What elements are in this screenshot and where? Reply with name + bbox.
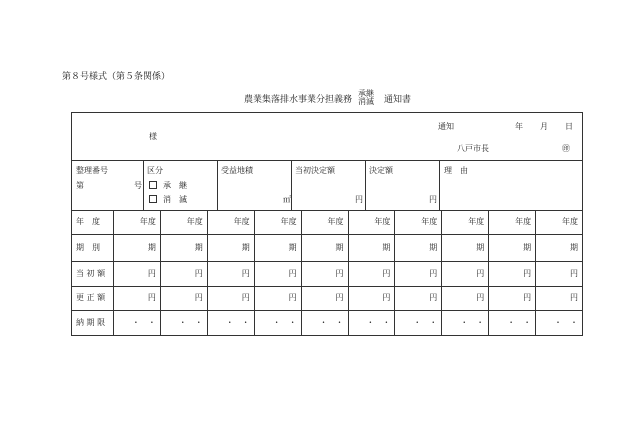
area-unit: ㎡ [283, 195, 291, 204]
initial-amount-label: 当初決定額 [295, 166, 335, 175]
rule-info-v5 [439, 160, 440, 210]
notice-form [71, 112, 583, 336]
revised-amount-cell[interactable]: 円 [288, 293, 297, 302]
period-cell[interactable]: 期 [335, 242, 344, 252]
initial-amount-cell[interactable]: 円 [194, 268, 203, 278]
seal-mark: ㊞ [562, 144, 570, 153]
due-date-cell[interactable]: ・ ・ [507, 317, 532, 327]
rule-period-bottom [72, 261, 582, 262]
period-cell[interactable]: 期 [429, 242, 438, 252]
initial-amount-unit: 円 [355, 195, 363, 204]
fiscal-year-cell[interactable]: 年度 [468, 217, 485, 226]
reason-label: 理 由 [444, 166, 468, 175]
due-date-cell[interactable]: ・ ・ [272, 317, 297, 327]
option-succession[interactable] [149, 181, 187, 190]
due-date-cell[interactable]: ・ ・ [178, 317, 203, 327]
day-label: 日 [565, 122, 573, 131]
initial-amount-cell[interactable]: 円 [429, 268, 438, 278]
notice-label: 通知 [438, 122, 454, 131]
due-date-cell[interactable]: ・ ・ [319, 317, 344, 327]
fiscal-year-cell[interactable]: 年度 [421, 217, 438, 226]
initial-amount-cell[interactable]: 円 [288, 268, 297, 278]
option-extinction[interactable] [149, 195, 187, 204]
fiscal-year-cell[interactable]: 年度 [280, 217, 297, 226]
decided-amount-label: 決定額 [369, 166, 393, 175]
revised-amount-cell[interactable]: 円 [569, 293, 578, 302]
initial-amount-cell[interactable]: 円 [335, 268, 344, 278]
fiscal-year-cell[interactable]: 年度 [515, 217, 532, 226]
due-date-cell[interactable]: ・ ・ [366, 317, 391, 327]
fiscal-year-cell[interactable]: 年度 [561, 217, 578, 226]
revised-amount-cell[interactable]: 円 [476, 293, 485, 302]
issuer-name: 八戸市長 [457, 144, 489, 153]
title-option-extinction: 消滅 [358, 97, 375, 106]
schedule-row-label-period: 期 別 [76, 242, 100, 252]
revised-amount-cell[interactable]: 円 [194, 293, 203, 302]
title-option-stack [358, 90, 374, 106]
fiscal-year-cell[interactable]: 年度 [327, 217, 344, 226]
revised-amount-cell[interactable]: 円 [335, 293, 344, 302]
period-cell[interactable]: 期 [476, 242, 485, 252]
fiscal-year-cell[interactable]: 年度 [374, 217, 391, 226]
rule-initial-bottom [72, 286, 582, 287]
option-extinction-label: 消 滅 [163, 195, 187, 204]
ref-no-label: 整理番号 [76, 166, 108, 175]
title-prefix: 農業集落排水事業分担義務 [244, 94, 353, 105]
extinction-checkbox[interactable] [149, 195, 157, 203]
document-title [244, 90, 411, 106]
rule-info-bottom [72, 210, 582, 211]
initial-amount-cell[interactable]: 円 [382, 268, 391, 278]
fiscal-year-cell[interactable]: 年度 [233, 217, 250, 226]
due-date-cell[interactable]: ・ ・ [131, 317, 156, 327]
schedule-row-label-due-date: 納 期 限 [76, 317, 106, 327]
year-label: 年 [515, 122, 523, 131]
period-cell[interactable]: 期 [569, 242, 578, 252]
period-cell[interactable]: 期 [523, 242, 532, 252]
period-cell[interactable]: 期 [241, 242, 250, 252]
revised-amount-cell[interactable]: 円 [147, 293, 156, 302]
schedule-row-label-initial-amount: 当 初 額 [76, 268, 106, 278]
form-number: 第８号様式（第５条関係） [62, 72, 171, 82]
rule-header-bottom [72, 160, 582, 161]
period-cell[interactable]: 期 [288, 242, 297, 252]
due-date-cell[interactable]: ・ ・ [553, 317, 578, 327]
month-label: 月 [540, 122, 548, 131]
fiscal-year-cell[interactable]: 年度 [186, 217, 203, 226]
initial-amount-cell[interactable]: 円 [523, 268, 532, 278]
initial-amount-cell[interactable]: 円 [476, 268, 485, 278]
revised-amount-cell[interactable]: 円 [523, 293, 532, 302]
revised-amount-cell[interactable]: 円 [429, 293, 438, 302]
initial-amount-cell[interactable]: 円 [241, 268, 250, 278]
rule-fiscal-year-bottom [72, 234, 582, 235]
title-suffix: 通知書 [384, 94, 412, 105]
rule-info-v3 [291, 160, 292, 210]
period-cell[interactable]: 期 [147, 242, 156, 252]
area-label: 受益地積 [221, 166, 253, 175]
revised-amount-cell[interactable]: 円 [241, 293, 250, 302]
fiscal-year-cell[interactable]: 年度 [139, 217, 156, 226]
title-option-succession: 承継 [358, 89, 375, 98]
succession-checkbox[interactable] [149, 181, 157, 189]
due-date-cell[interactable]: ・ ・ [413, 317, 438, 327]
period-cell[interactable]: 期 [194, 242, 203, 252]
addressee-suffix: 様 [149, 132, 157, 141]
period-cell[interactable]: 期 [382, 242, 391, 252]
option-succession-label: 承 継 [163, 181, 187, 190]
initial-amount-cell[interactable]: 円 [569, 268, 578, 278]
rule-info-v1 [143, 160, 144, 210]
schedule-row-label-revised-amount: 更 正 額 [76, 293, 106, 302]
initial-amount-cell[interactable]: 円 [147, 268, 156, 278]
revised-amount-cell[interactable]: 円 [382, 293, 391, 302]
due-date-cell[interactable]: ・ ・ [460, 317, 485, 327]
rule-info-v4 [365, 160, 366, 210]
ref-no-suffix: 号 [134, 181, 142, 190]
decided-amount-unit: 円 [429, 195, 437, 204]
rule-info-v2 [217, 160, 218, 210]
category-label: 区分 [147, 166, 163, 175]
rule-revised-bottom [72, 310, 582, 311]
due-date-cell[interactable]: ・ ・ [225, 317, 250, 327]
schedule-row-label-fiscal-year: 年 度 [76, 217, 100, 226]
ref-no-prefix: 第 [76, 181, 84, 190]
